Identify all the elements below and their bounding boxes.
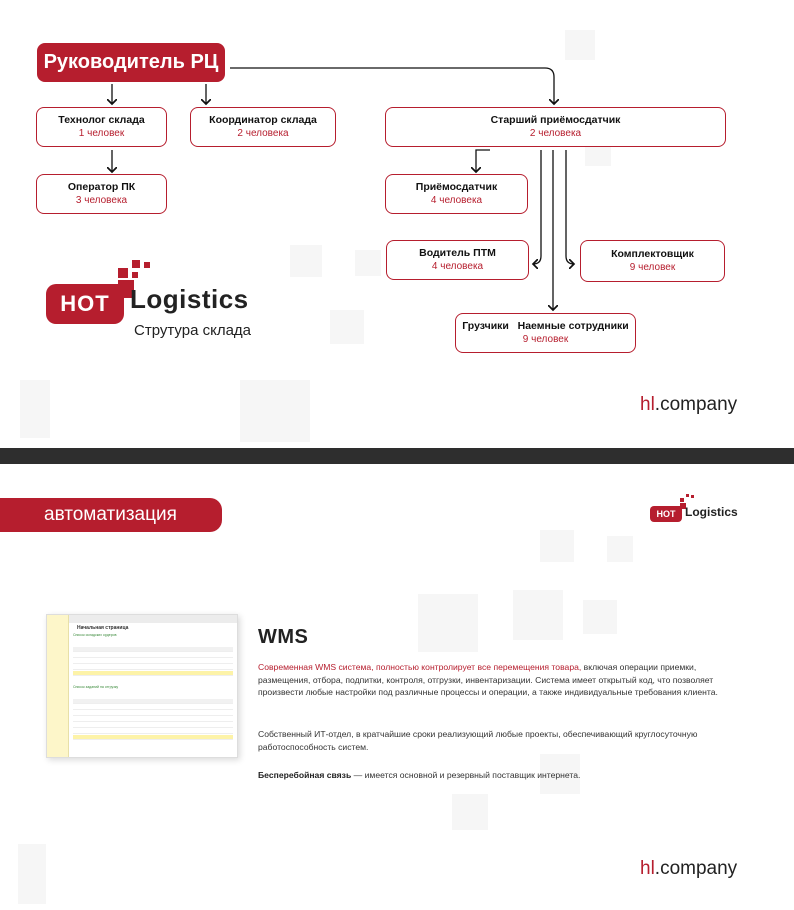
logo-hot: HOT: [46, 284, 124, 324]
logo-pixel: [686, 494, 689, 497]
table-row: [73, 653, 233, 658]
node-count: 1 человек: [78, 128, 125, 139]
node-title: Координатор склада: [209, 114, 317, 126]
node-count: 2 человека: [529, 128, 582, 139]
bg-square: [583, 600, 617, 634]
wms-paragraph-2: Собственный ИТ-отдел, в кратчайшие сроки реализующий любые проекты, обеспечивающий круглосуточную работоспособность систем.: [258, 729, 698, 752]
bg-square: [607, 536, 633, 562]
bg-square: [540, 530, 574, 562]
node-coordinator: [190, 107, 336, 147]
node-count: 2 человека: [237, 128, 289, 139]
section-banner: автоматизация: [0, 498, 222, 532]
logo-pixel: [118, 268, 128, 278]
logo-subtitle: Струтура склада: [134, 322, 252, 339]
wms-title: WMS: [258, 626, 309, 648]
automation-slide: [0, 464, 794, 910]
bg-square: [18, 844, 46, 904]
node-count: 9 человек: [522, 334, 569, 345]
org-structure-slide: [0, 0, 794, 448]
wms-screenshot: [46, 614, 238, 758]
table-row: [73, 723, 233, 728]
wms-paragraph-3-rest: — имеется основной и резервный поставщик интернета.: [351, 770, 581, 780]
logo-pixel: [132, 260, 140, 268]
node-tech: [36, 107, 167, 147]
node-count: 4 человека: [430, 195, 483, 206]
table-row: [73, 705, 233, 710]
node-picker: [580, 240, 725, 282]
node-receiver: [385, 174, 528, 214]
node-title: Водитель ПТМ: [419, 247, 496, 259]
brand-rest: .company: [654, 394, 738, 415]
logo-pixel: [132, 272, 138, 278]
table-row: [73, 699, 233, 704]
logo-logistics: Logistics: [685, 505, 738, 519]
node-title: Старший приёмосдатчик: [490, 114, 621, 126]
table-row: [73, 665, 233, 670]
brand-hl: hl: [640, 394, 655, 415]
screenshot-toolbar: [73, 639, 233, 644]
screenshot-section: Список заданий на отгрузку: [73, 685, 119, 689]
brand-rest: .company: [654, 858, 738, 879]
screenshot-toolbar: [73, 691, 233, 696]
node-count: 3 человека: [75, 195, 128, 206]
bg-square: [513, 590, 563, 640]
table-row: [73, 735, 233, 740]
hot-logistics-logo: [46, 260, 276, 350]
bg-square: [418, 594, 478, 652]
node-operator: [36, 174, 167, 214]
node-count: 9 человек: [629, 262, 676, 273]
table-row: [73, 729, 233, 734]
wms-paragraph-1-rest: включая операции приемки, размещения, отбора, подпитки, контроля, отгрузки, инвентаризации. Система имеет открытый код, что позволяет произвести любые настройки под различные процессы и операции, а также индивидуальные требования клиента.: [258, 662, 718, 698]
screenshot-titlebar: [69, 615, 237, 623]
node-title: Приёмосдатчик: [415, 181, 498, 193]
node-title: Оператор ПК: [67, 181, 136, 193]
screenshot-title: Начальная страница: [77, 625, 129, 631]
brand-hl: hl: [640, 858, 655, 879]
wms-highlight: Современная WMS система, полностью контролирует все перемещения товара,: [258, 662, 582, 672]
logo-hot: HOT: [650, 506, 682, 522]
hot-logistics-logo-small: [650, 492, 750, 524]
table-row: [73, 647, 233, 652]
logo-pixel: [144, 262, 150, 268]
brand-label: [640, 394, 737, 416]
wms-bold: Бесперебойная связь: [258, 770, 352, 780]
logo-pixel: [680, 498, 684, 502]
node-title: Грузчики Наемные сотрудники: [462, 320, 629, 332]
slide-divider: [0, 448, 794, 464]
node-driver: [386, 240, 529, 280]
table-row: [73, 659, 233, 664]
head-role-box: Руководитель РЦ: [37, 43, 225, 82]
node-senior-receiver: [385, 107, 726, 147]
node-count: 4 человека: [431, 261, 484, 272]
bg-square: [452, 794, 488, 830]
node-title: Технолог склада: [58, 114, 145, 126]
node-title: Комплектовщик: [611, 248, 694, 260]
wms-paragraph-1: [258, 661, 748, 699]
logo-pixel: [691, 495, 694, 498]
table-row: [73, 711, 233, 716]
table-row: [73, 717, 233, 722]
logo-logistics: Logistics: [130, 284, 249, 314]
wms-paragraph-3: [258, 769, 748, 782]
table-row: [73, 671, 233, 676]
screenshot-sidebar: [47, 615, 69, 757]
node-loaders: [455, 313, 636, 353]
brand-label: [640, 858, 737, 880]
screenshot-section: Список складских ордеров: [73, 633, 117, 637]
